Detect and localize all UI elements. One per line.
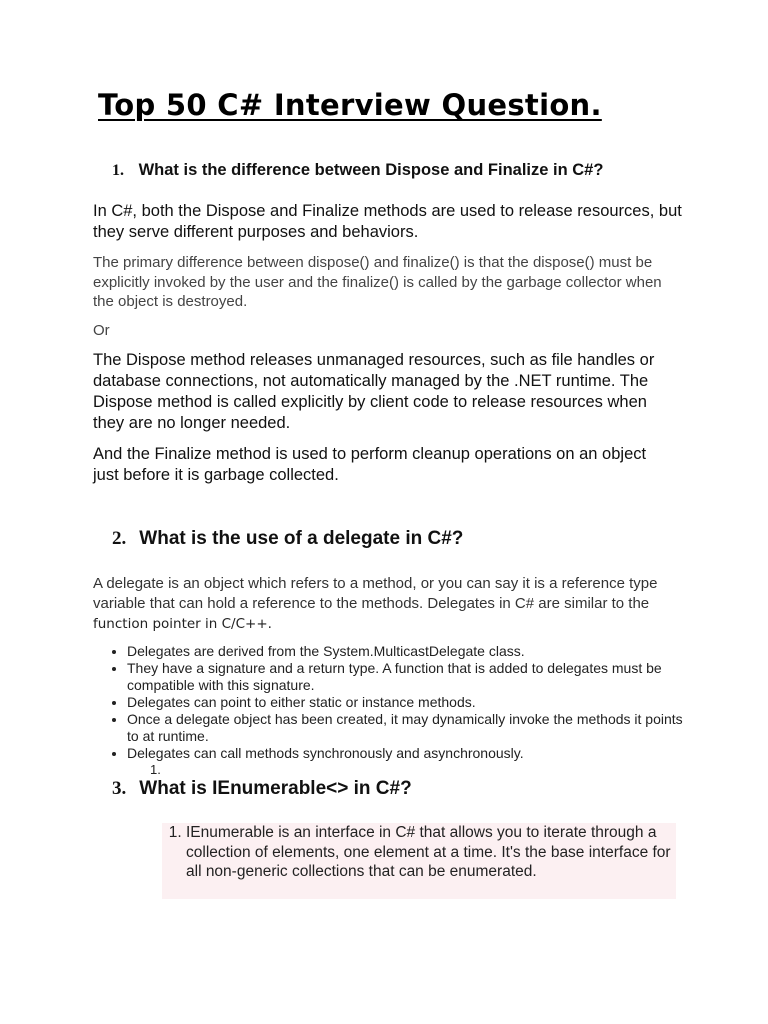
q2-intro-text: A delegate is an object which refers to a method, or you can say it is a reference type variable that can hold a reference to the methods. Delegates in C# are similar to the (93, 575, 658, 612)
ienumerable-answer-box (162, 823, 676, 899)
q1-paragraph-primary-difference: The primary difference between dispose() and finalize() is that the dispose() must be explicitly invoked by the user and the finalize() is called by the garbage collector when the object is destroyed. (93, 254, 662, 310)
page-title: Top 50 C# Interview Question. (98, 88, 602, 122)
question-1-heading (112, 161, 603, 180)
question-number: 2. (112, 528, 127, 549)
q2-paragraph-intro (93, 574, 683, 634)
delegate-facts-list (100, 643, 697, 762)
question-3-heading (112, 778, 412, 800)
q1-paragraph-finalize: And the Finalize method is used to perform cleanup operations on an object just before it is garbage collected. (93, 445, 647, 484)
question-number: 3. (112, 778, 127, 799)
q2-intro-tail: function pointer in C/C++. (93, 616, 272, 632)
ienumerable-answer-list (162, 823, 676, 882)
question-2-heading (112, 528, 463, 550)
q1-or-separator: Or (93, 322, 110, 339)
list-item: • Delegates can call methods synchronously and asynchronously. (127, 745, 697, 762)
list-item: • They have a signature and a return type. A function that is added to delegates must be compatible with this signature. (127, 660, 697, 694)
question-text: What is IEnumerable<> in C#? (139, 778, 412, 799)
question-number: 1. (112, 162, 124, 179)
list-item: 1. IEnumerable is an interface in C# that allows you to iterate through a collection of elements, one element at a time. It's the base interface for all non-generic collections that can be enumerated. (186, 823, 676, 882)
q1-paragraph-dispose: The Dispose method releases unmanaged resources, such as file handles or database connections, not automatically managed by the .NET runtime. The Dispose method is called explicitly by client code to release resources when they are no longer needed. (93, 351, 655, 432)
list-item: • Delegates can point to either static or instance methods. (127, 694, 697, 711)
list-item: • Delegates are derived from the System.MulticastDelegate class. (127, 643, 697, 660)
question-text: What is the use of a delegate in C#? (139, 528, 464, 549)
empty-list-number: 1. (150, 762, 161, 777)
question-text: What is the difference between Dispose and Finalize in C#? (138, 161, 604, 179)
q1-paragraph-intro: In C#, both the Dispose and Finalize methods are used to release resources, but they serve different purposes and behaviors. (93, 202, 682, 241)
list-item: • Once a delegate object has been created, it may dynamically invoke the methods it points to at runtime. (127, 711, 697, 745)
